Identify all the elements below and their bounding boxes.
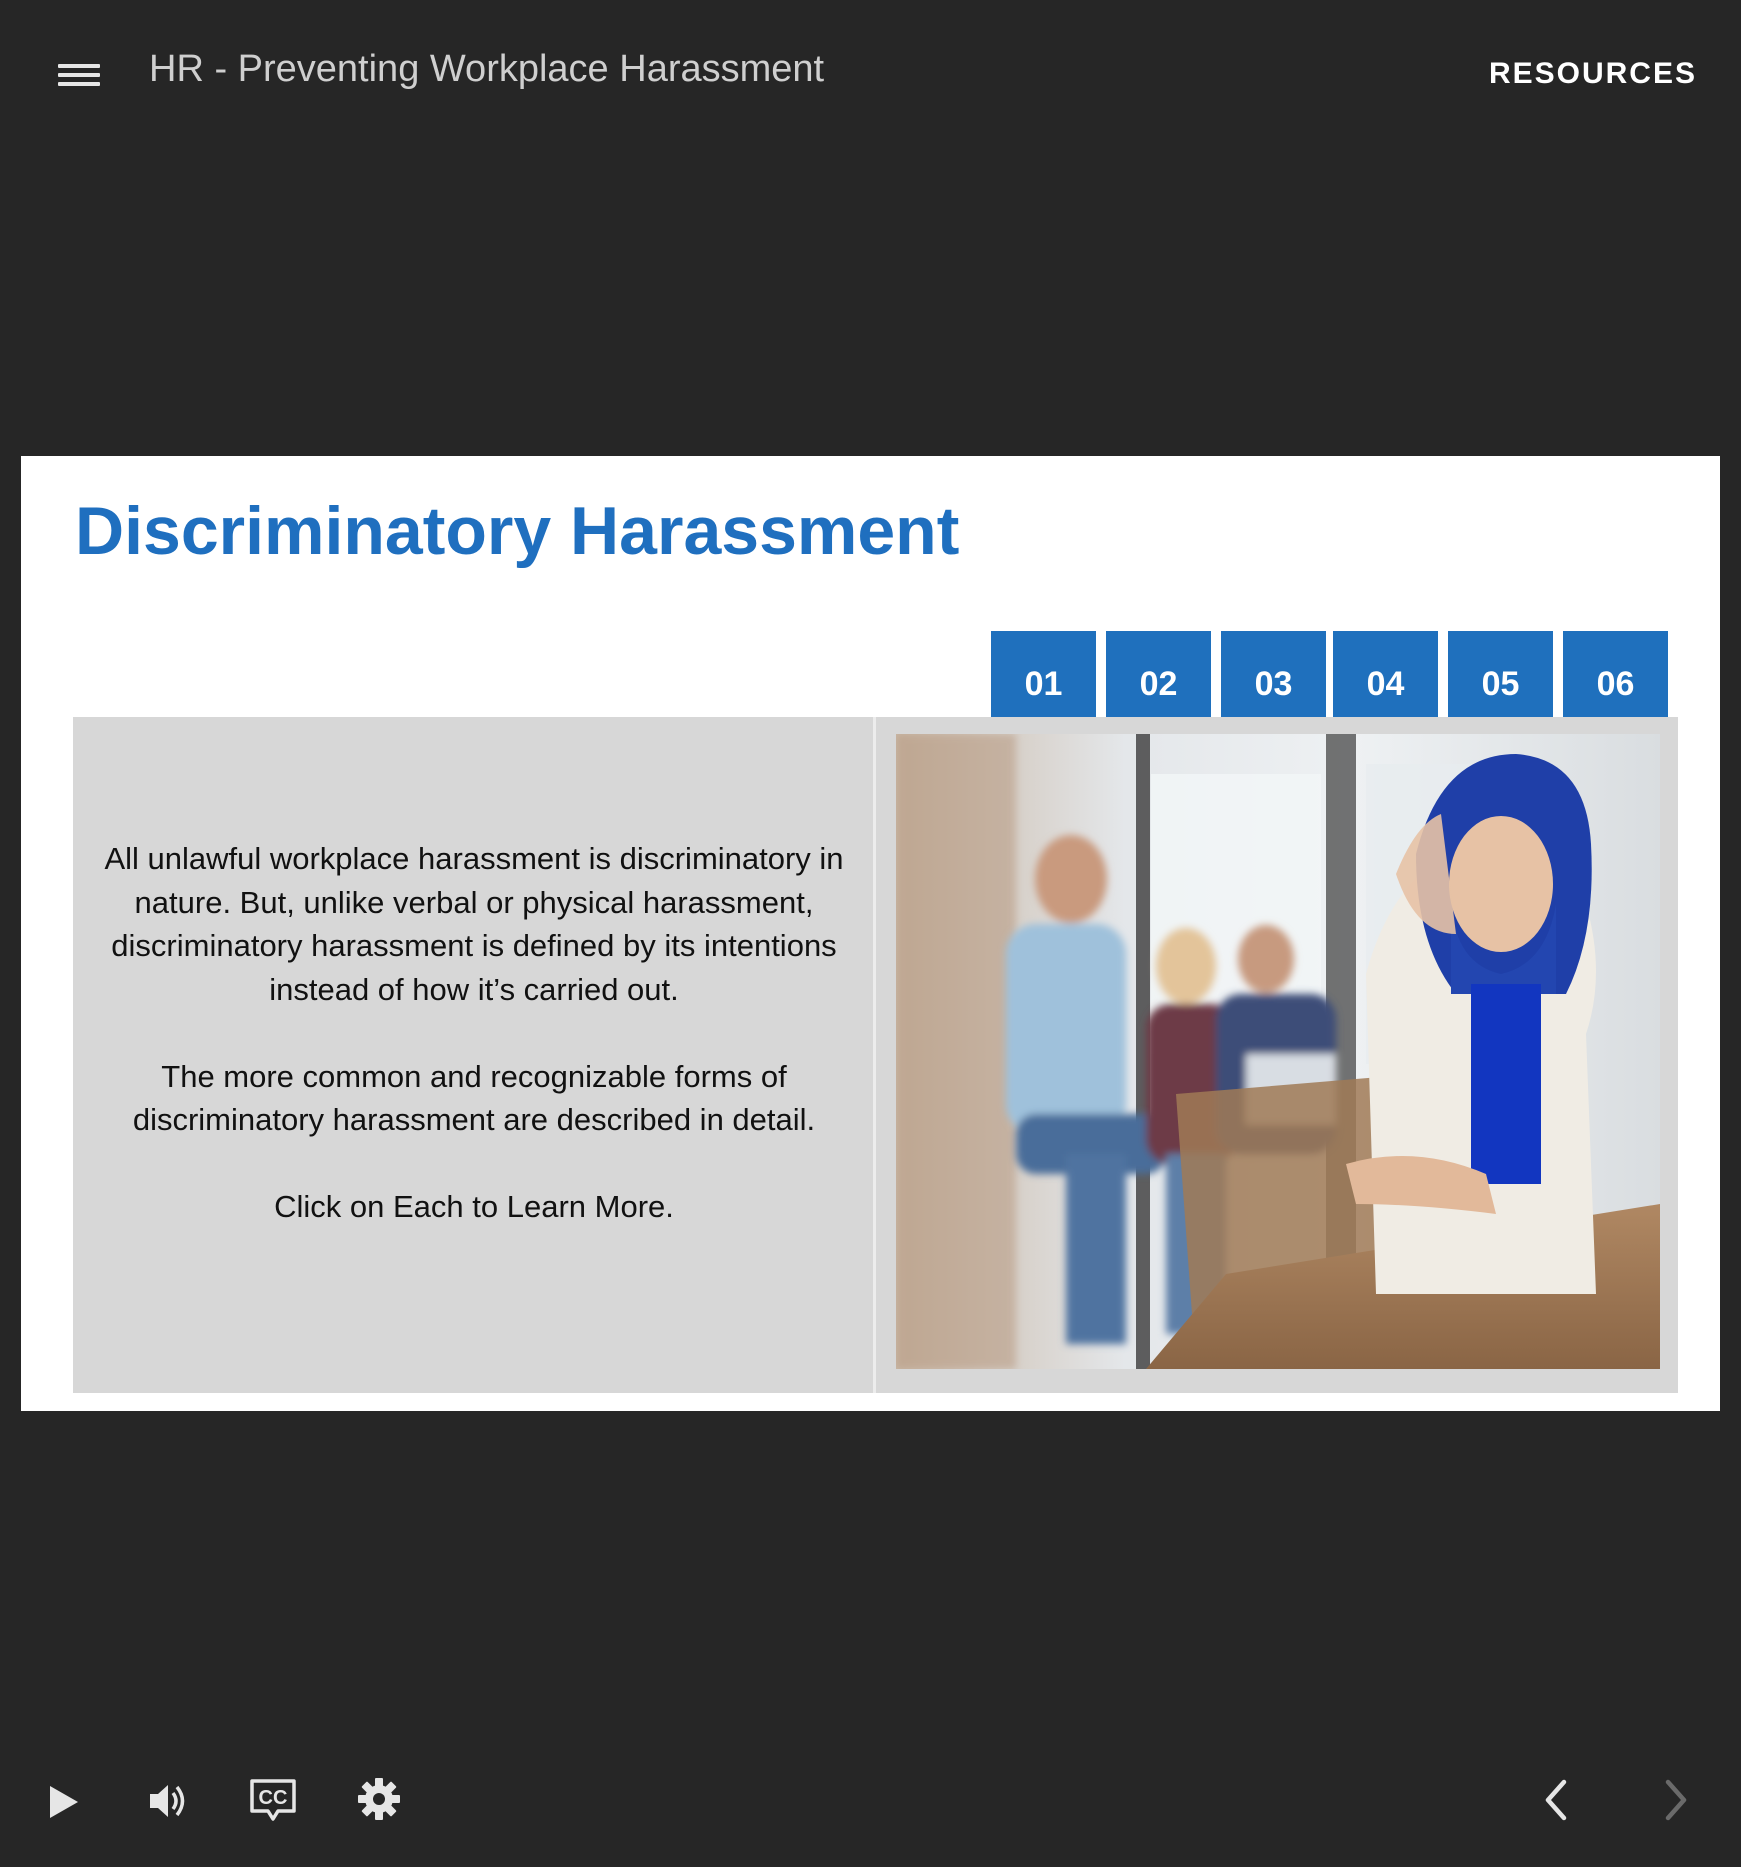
tab-06[interactable]: 06	[1563, 631, 1668, 717]
description-paragraph: All unlawful workplace harassment is discriminatory in nature. But, unlike verbal or physical harassment, discriminatory harassment is defined by its intentions instead of how it’s carried out.	[104, 841, 844, 1007]
closed-captions-icon[interactable]	[248, 1777, 298, 1823]
chevron-left-icon[interactable]	[1540, 1777, 1570, 1823]
tab-02[interactable]: 02	[1106, 631, 1211, 717]
gear-icon[interactable]	[357, 1777, 401, 1821]
divider	[873, 717, 876, 1393]
description-paragraph: The more common and recognizable forms of discriminatory harassment are described in detail.	[132, 1058, 816, 1137]
tab-05[interactable]: 05	[1448, 631, 1553, 717]
description-text	[81, 837, 867, 1272]
content-panel	[73, 717, 1678, 1393]
top-bar	[0, 0, 1741, 150]
hamburger-menu-icon[interactable]	[56, 58, 102, 92]
instruction-text: Click on Each to Learn More.	[274, 1189, 674, 1224]
chevron-right-icon[interactable]	[1662, 1777, 1692, 1823]
tab-01[interactable]: 01	[991, 631, 1096, 717]
volume-icon[interactable]	[146, 1777, 194, 1825]
course-title: HR - Preventing Workplace Harassment	[149, 48, 825, 90]
workplace-photo	[896, 734, 1660, 1369]
slide-title: Discriminatory Harassment	[75, 493, 960, 569]
tab-04[interactable]: 04	[1333, 631, 1438, 717]
tab-03[interactable]: 03	[1221, 631, 1326, 717]
resources-button[interactable]: RESOURCES	[1488, 57, 1697, 90]
slide-canvas	[21, 456, 1720, 1411]
svg-text:CC: CC	[258, 1787, 288, 1809]
player-controls	[0, 1740, 1741, 1867]
play-icon[interactable]	[46, 1782, 82, 1822]
